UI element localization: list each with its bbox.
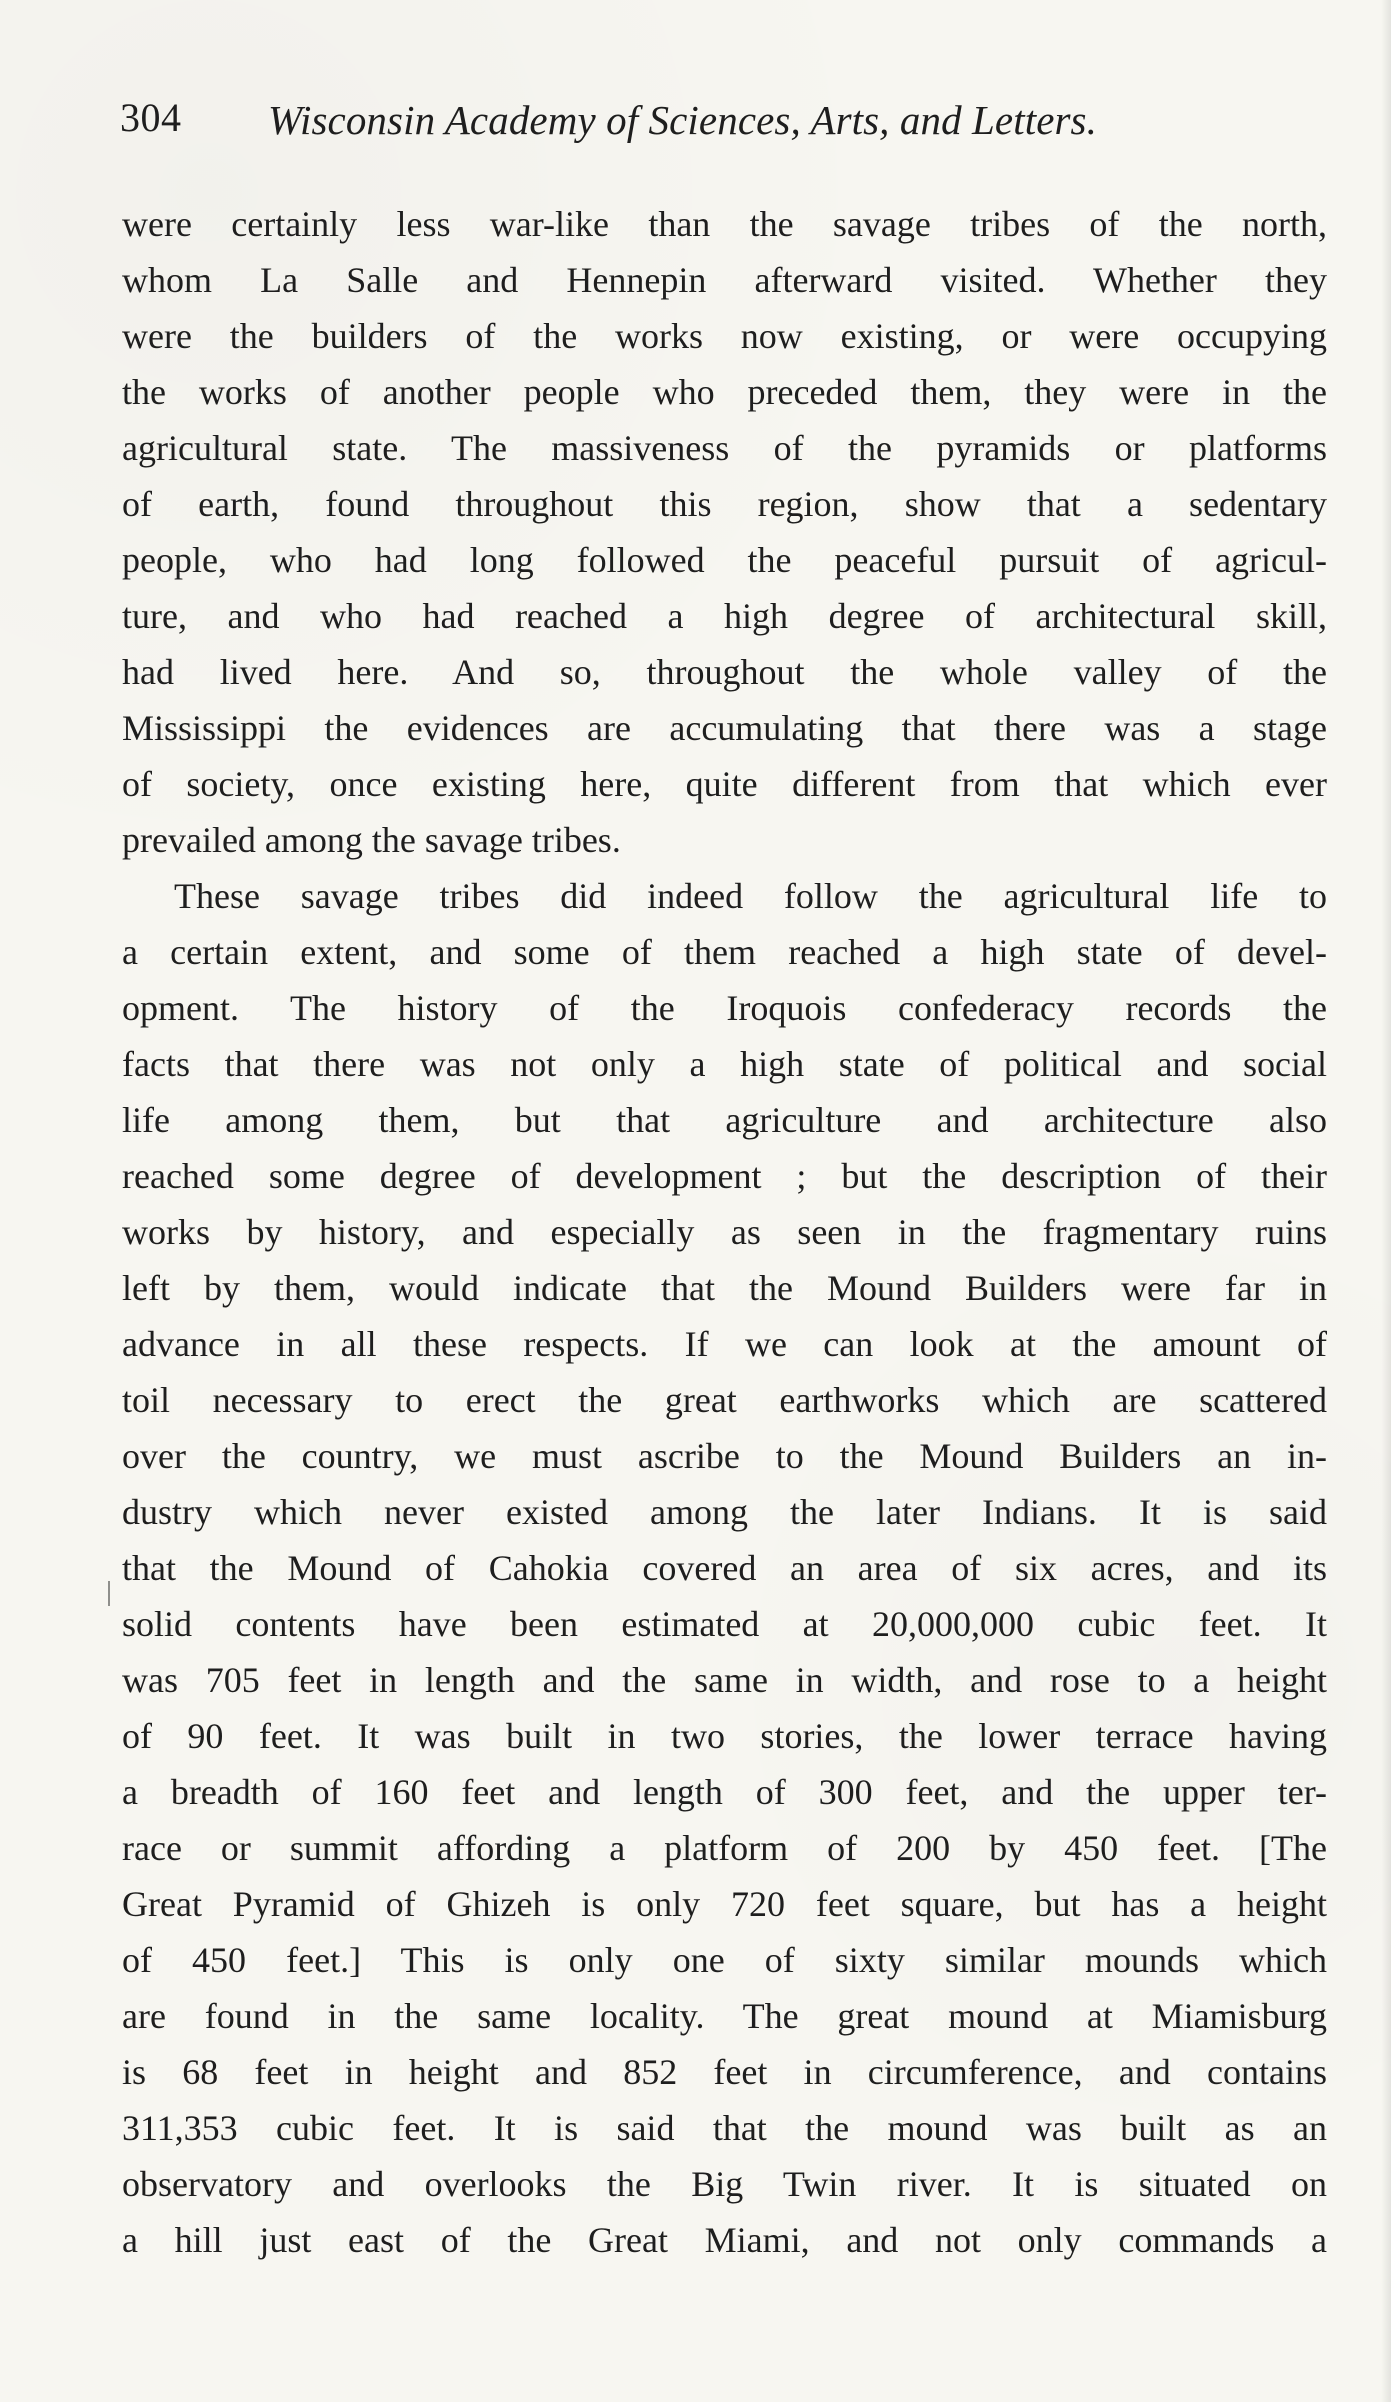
text-line: of society, once existing here, quite different from that which ever <box>122 764 1327 804</box>
text-line: advance in all these respects. If we can look at the amount of <box>122 1324 1327 1364</box>
page-header <box>120 95 1200 158</box>
text-line: agricultural state. The massiveness of the pyramids or platforms <box>122 428 1327 468</box>
text-line: a hill just east of the Great Miami, and not only commands a <box>122 2220 1327 2260</box>
text-line: of 90 feet. It was built in two stories, the lower terrace having <box>122 1716 1327 1756</box>
text-line: a certain extent, and some of them reached a high state of devel- <box>122 932 1327 972</box>
text-line: reached some degree of development ; but the description of their <box>122 1156 1327 1196</box>
text-line: the works of another people who preceded them, they were in the <box>122 372 1327 412</box>
text-line: are found in the same locality. The great mound at Miamisburg <box>122 1996 1327 2036</box>
text-line: whom La Salle and Hennepin afterward visited. Whether they <box>122 260 1327 300</box>
text-line: left by them, would indicate that the Mound Builders were far in <box>122 1268 1327 1308</box>
text-line: over the country, we must ascribe to the Mound Builders an in- <box>122 1436 1327 1476</box>
text-line: facts that there was not only a high state of political and social <box>122 1044 1327 1084</box>
scan-edge-shadow <box>1381 0 1391 2402</box>
text-line: was 705 feet in length and the same in width, and rose to a height <box>122 1660 1327 1700</box>
text-line: had lived here. And so, throughout the whole valley of the <box>122 652 1327 692</box>
text-line: people, who had long followed the peaceful pursuit of agricul- <box>122 540 1327 580</box>
running-head: Wisconsin Academy of Sciences, Arts, and Letters. <box>268 97 1097 143</box>
paragraph-end-line: prevailed among the savage tribes. <box>122 820 621 860</box>
text-line: of 450 feet.] This is only one of sixty similar mounds which <box>122 1940 1327 1980</box>
page-text <box>122 196 1327 2268</box>
text-line: were the builders of the works now existing, or were occupying <box>122 316 1327 356</box>
text-line: Great Pyramid of Ghizeh is only 720 feet square, but has a height <box>122 1884 1327 1924</box>
paragraph-start-line: These savage tribes did indeed follow the agricultural life to <box>174 876 1327 916</box>
text-line: opment. The history of the Iroquois confederacy records the <box>122 988 1327 1028</box>
text-line: Mississippi the evidences are accumulating that there was a stage <box>122 708 1327 748</box>
text-line: toil necessary to erect the great earthworks which are scattered <box>122 1380 1327 1420</box>
text-line: dustry which never existed among the later Indians. It is said <box>122 1492 1327 1532</box>
text-line: observatory and overlooks the Big Twin river. It is situated on <box>122 2164 1327 2204</box>
text-line: of earth, found throughout this region, show that a sedentary <box>122 484 1327 524</box>
text-line: were certainly less war-like than the savage tribes of the north, <box>122 204 1327 244</box>
margin-mark <box>108 1581 110 1606</box>
text-line: 311,353 cubic feet. It is said that the mound was built as an <box>122 2108 1327 2148</box>
text-line: solid contents have been estimated at 20,000,000 cubic feet. It <box>122 1604 1327 1644</box>
page-number: 304 <box>120 95 182 140</box>
text-line: race or summit affording a platform of 200 by 450 feet. [The <box>122 1828 1327 1868</box>
text-line: ture, and who had reached a high degree of architectural skill, <box>122 596 1327 636</box>
text-line: that the Mound of Cahokia covered an area of six acres, and its <box>122 1548 1327 1588</box>
text-line: works by history, and especially as seen in the fragmentary ruins <box>122 1212 1327 1252</box>
text-line: is 68 feet in height and 852 feet in circumference, and contains <box>122 2052 1327 2092</box>
text-line: life among them, but that agriculture and architecture also <box>122 1100 1327 1140</box>
text-line: a breadth of 160 feet and length of 300 feet, and the upper ter- <box>122 1772 1327 1812</box>
